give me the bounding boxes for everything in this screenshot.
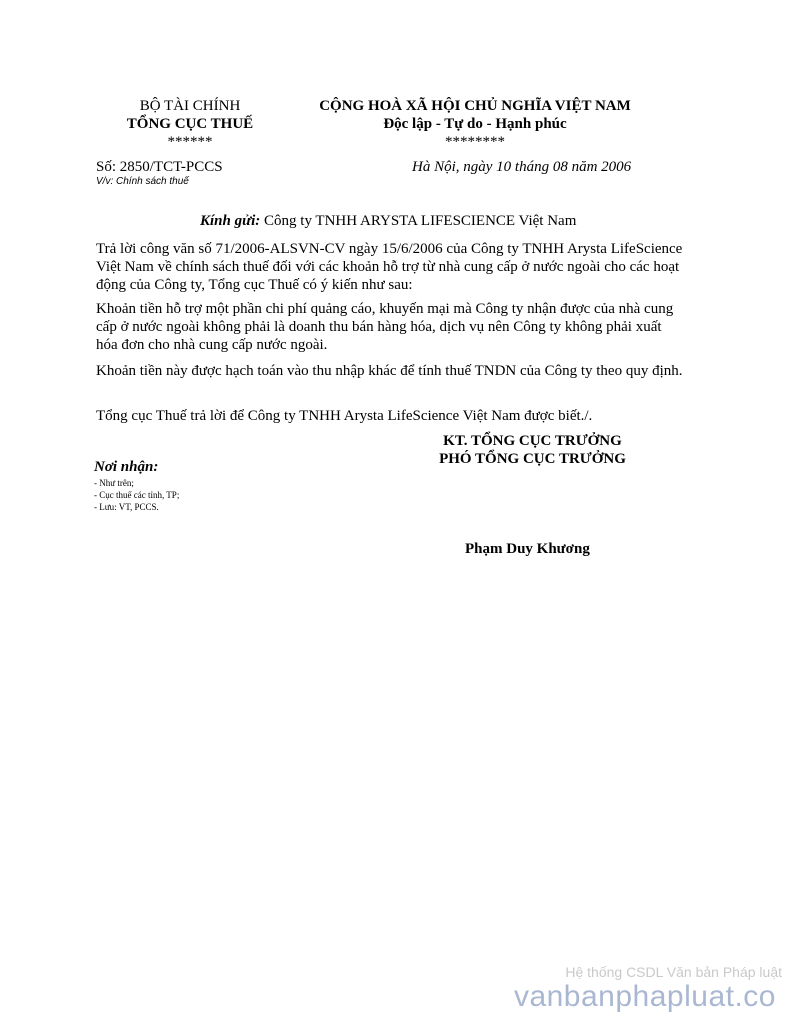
salutation-label: Kính gửi:	[200, 213, 261, 229]
recipients-list	[94, 477, 179, 513]
body-paragraph: Trả lời công văn số 71/2006-ALSVN-CV ngày 15/6/2006 của Công ty TNHH Arysta LifeScience Việt Nam về chính sách thuế đối với các khoản hỗ trợ từ nhà cung cấp ở nước ngoài cho các hoạt động của Công ty, Tổng cục Thuế có ý kiến như sau:	[96, 241, 683, 293]
nation-separator: ********	[445, 134, 505, 150]
issuing-authority	[110, 97, 270, 151]
signature-title: KT. TỔNG CỤC TRƯỞNG	[443, 433, 622, 449]
document-subject: V/v: Chính sách thuế	[96, 176, 189, 187]
signer-name: Phạm Duy Khương	[465, 541, 590, 557]
ministry-name: BỘ TÀI CHÍNH	[139, 98, 241, 114]
body-paragraph: Tổng cục Thuế trả lời để Công ty TNHH Arysta LifeScience Việt Nam được biết./.	[96, 408, 593, 424]
national-header	[300, 97, 650, 151]
salutation	[200, 213, 576, 230]
national-motto: Độc lập - Tự do - Hạnh phúc	[383, 116, 567, 132]
department-name: TỔNG CỤC THUẾ	[126, 116, 254, 132]
watermark-site: vanbanphapluat.co	[513, 980, 776, 1013]
signature-block	[410, 432, 655, 468]
recipients-title: Nơi nhận:	[94, 459, 159, 475]
ministry-separator: ******	[167, 134, 213, 150]
document-number: Số: 2850/TCT-PCCS	[96, 159, 223, 175]
nation-title: CỘNG HOÀ XÃ HỘI CHỦ NGHĨA VIỆT NAM	[319, 98, 631, 114]
recipient-item: - Lưu: VT, PCCS.	[94, 502, 159, 512]
recipient-item: - Như trên;	[94, 478, 134, 488]
document-date: Hà Nội, ngày 10 tháng 08 năm 2006	[412, 159, 632, 175]
body-paragraph: Khoản tiền hỗ trợ một phần chi phí quảng cáo, khuyến mại mà Công ty nhận được của nhà cung cấp ở nước ngoài không phải là doanh thu bán hàng hóa, dịch vụ nên Công ty không phải xuất hóa đơn cho nhà cung cấp nước ngoài.	[96, 301, 674, 353]
salutation-recipient: Công ty TNHH ARYSTA LIFESCIENCE Việt Nam	[264, 213, 577, 229]
body-paragraph: Khoản tiền này được hạch toán vào thu nhập khác để tính thuế TNDN của Công ty theo quy định.	[96, 363, 683, 379]
signature-subtitle: PHÓ TỔNG CỤC TRƯỞNG	[439, 451, 626, 467]
recipient-item: - Cục thuế các tỉnh, TP;	[94, 490, 180, 500]
watermark-caption: Hệ thống CSDL Văn bản Pháp luật	[565, 964, 782, 980]
